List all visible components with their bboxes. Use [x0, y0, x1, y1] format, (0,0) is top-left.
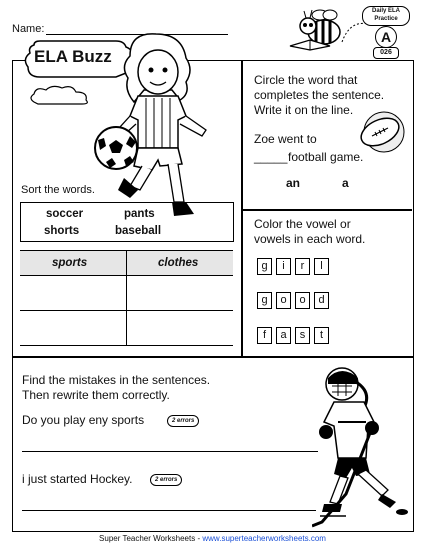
- name-label: Name:: [12, 23, 45, 35]
- hockey-player-illustration: [312, 362, 412, 528]
- letter-box[interactable]: o: [276, 292, 291, 309]
- errors-badge: 2 errors: [167, 415, 199, 427]
- letter-box[interactable]: l: [314, 258, 329, 275]
- circle-instruction-line: Circle the word that: [254, 73, 358, 87]
- footer-brand: Super Teacher Worksheets -: [99, 534, 203, 543]
- circle-instruction-line: completes the sentence.: [254, 88, 385, 102]
- letter-box[interactable]: g: [257, 292, 272, 309]
- word-bank-word: soccer: [46, 208, 84, 220]
- footer-url[interactable]: www.superteacherworksheets.com: [202, 534, 326, 543]
- football-icon: [354, 110, 408, 154]
- vowel-instruction-line: Color the vowel or: [254, 217, 351, 231]
- horizontal-divider: [12, 356, 413, 358]
- errors-badge: 2 errors: [150, 474, 182, 486]
- option-a[interactable]: a: [342, 176, 349, 190]
- column-header-sports: sports: [52, 257, 88, 269]
- circle-instruction-line: Write it on the line.: [254, 103, 354, 117]
- letter-box[interactable]: d: [314, 292, 329, 309]
- letter-box[interactable]: s: [295, 327, 310, 344]
- mistakes-instruction-line: Then rewrite them correctly.: [22, 388, 170, 402]
- right-divider: [241, 209, 412, 211]
- rewrite-line[interactable]: [22, 510, 316, 511]
- option-an[interactable]: an: [286, 176, 301, 190]
- sentence-with-errors: i just started Hockey.: [22, 472, 133, 486]
- letter-box[interactable]: r: [295, 258, 310, 275]
- mistakes-instruction-line: Find the mistakes in the sentences.: [22, 373, 211, 387]
- sort-table-row-line[interactable]: [20, 345, 233, 346]
- footer: [0, 534, 425, 544]
- sentence-with-errors: Do you play eny sports: [22, 413, 145, 427]
- form-letter-badge: A: [375, 26, 397, 48]
- word-bank-word: pants: [124, 208, 155, 220]
- worksheet-number: 026: [373, 47, 399, 59]
- sort-table-row-line[interactable]: [20, 310, 233, 311]
- letter-box[interactable]: t: [314, 327, 329, 344]
- rewrite-line[interactable]: [22, 451, 318, 452]
- letter-box[interactable]: a: [276, 327, 291, 344]
- sort-instruction: Sort the words.: [21, 184, 95, 196]
- small-cloud: [28, 84, 94, 106]
- worksheet-title: ELA Buzz: [34, 47, 112, 66]
- vowel-instruction-line: vowels in each word.: [254, 232, 366, 246]
- sort-table-column-divider: [126, 250, 127, 346]
- sentence-blank[interactable]: _____: [254, 150, 288, 164]
- sentence-line1: Zoe went to: [254, 132, 317, 146]
- sentence-line2: football game.: [288, 150, 364, 164]
- letter-box[interactable]: o: [295, 292, 310, 309]
- soccer-ball-icon: [92, 124, 142, 174]
- letter-box[interactable]: f: [257, 327, 272, 344]
- word-bank-word: baseball: [115, 225, 162, 237]
- word-bank-word: shorts: [44, 225, 80, 237]
- daily-ela-badge: Daily ELA Practice: [362, 6, 410, 26]
- letter-box[interactable]: g: [257, 258, 272, 275]
- letter-box[interactable]: i: [276, 258, 291, 275]
- column-header-clothes: clothes: [158, 257, 199, 269]
